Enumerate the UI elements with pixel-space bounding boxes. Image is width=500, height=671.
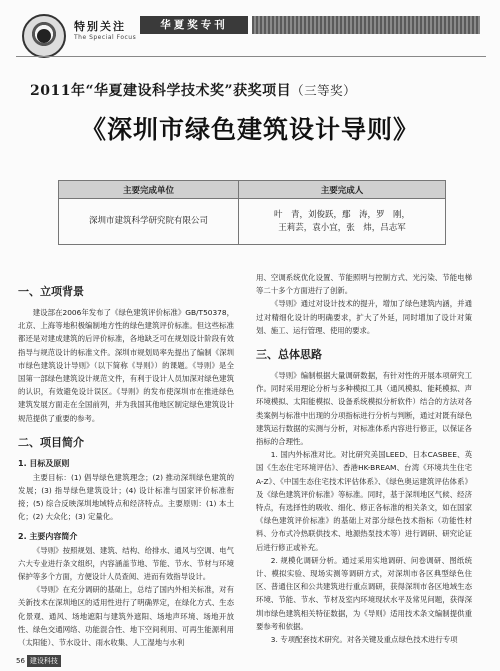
table-header-row bbox=[59, 181, 446, 199]
paragraph: 建设部在2006年发布了《绿色建筑评价标准》GB/T50378，北京、上海等地积极编制地方性的绿色建筑评价标准。但这些标准都还是对建成建筑的后评价标准，各地缺乏可在规划设计阶段有效指导与规范设计的标准文件。深圳市规划局率先提出了编制《深圳市绿色建筑设计导则》（以下简称《导则》）的课题。《导则》是全国第一部绿色建筑设计规范文件，有利于设计人员加深对绿色建筑的认识，有效避免设计误区。《导则》的发布使深圳市在推进绿色建筑发展方面走在全国前列，并为我国其他地区制定绿色建筑设计规范提供了重要的参考。 bbox=[18, 308, 234, 423]
paragraph: 《导则》编制根据大量调研数据，有针对性的开展本项研究工作。同时采用理论分析与多种模拟工具（通风模拟、能耗模拟、声环境模拟、太阳能模拟、设备系统模拟分析软件）结合的方法对各类案例与标准中出现的分项指标进行分析与判断，通过对既有绿色建筑运行数据的实测与分析，对标准体系内容进行修正，以保证各指标的合理性。 bbox=[256, 371, 472, 447]
header-decor-bar bbox=[252, 16, 480, 34]
sub-heading: 2. 主要内容简介 bbox=[18, 531, 78, 541]
magazine-header bbox=[16, 10, 486, 60]
special-issue-label: 华夏奖专刊 bbox=[140, 16, 248, 34]
award-title bbox=[30, 80, 356, 100]
column-name: 特别关注 bbox=[74, 20, 126, 33]
table-header-people: 主要完成人 bbox=[239, 181, 446, 199]
sub-heading: 1. 目标及原则 bbox=[18, 458, 70, 468]
table-cell-people bbox=[239, 199, 446, 245]
section-heading: 二、项目简介 bbox=[18, 435, 84, 449]
magazine-logo-icon bbox=[22, 14, 66, 58]
paragraph: 2. 规模化调研分析。通过采用实地调研、问卷调研、图纸统计、模拟实验、现场实测等调研方式，对深圳市各区典型绿色住区、普通住区和公共建筑进行重点调研，获得深圳市各区地域生态环境、节能、节水、节材及室内环境现状水平及常见问题，获得深圳市绿色建筑相关特征数据，为《导则》适用技术条文编制提供重要参考和依据。 bbox=[256, 555, 472, 631]
article-title: 《深圳市绿色建筑设计导则》 bbox=[80, 115, 419, 144]
paragraph: 3. 专项配套技术研究。对各关键及重点绿色技术进行专项 bbox=[270, 635, 458, 645]
section-heading: 三、总体思路 bbox=[256, 348, 322, 362]
paragraph: 用、空调系统优化设置、节能照明与控制方式、光污染、节能电梯等二十多个方面进行了创新。 bbox=[256, 273, 472, 296]
section-heading: 一、立项背景 bbox=[18, 285, 84, 298]
paragraph: 《导则》在充分调研的基础上，总结了国内外相关标准，对有关新技术在深圳地区的适用性进行了明确界定，在绿化方式、生态化景观、通风、场地遮阳与建筑外遮阳、场地声环境、场地开放性、绿色交通网络、功能混合性、地下空间利用、可再生能源利用（太阳能）、节水设计、雨水收集、人工湿地与水利 bbox=[18, 585, 234, 648]
award-title-text: 2011年“华夏建设科学技术奖”获奖项目 bbox=[30, 83, 292, 99]
table-row bbox=[59, 199, 446, 245]
table-cell-unit: 深圳市建筑科学研究院有限公司 bbox=[59, 199, 239, 245]
people-line: 叶 青，刘俊跃，鄢 涛，罗 刚， bbox=[273, 209, 410, 220]
paragraph: 《导则》按照规划、建筑、结构、给排水、通风与空调、电气六大专业进行条文组织，内容涵盖节地、节能、节水、节材与环境保护等多个方面，方便设计人员查阅、进而有效指导设计。 bbox=[18, 545, 234, 582]
people-line: 王莉芸，袁小宜，张 炜，吕志军 bbox=[278, 222, 406, 233]
magazine-name: 建设科技 bbox=[27, 655, 61, 667]
page-number: 56 bbox=[16, 657, 25, 665]
award-level: （三等奖） bbox=[291, 83, 357, 98]
paragraph: 《导则》通过对设计技术的提升，增加了绿色建筑内涵，并通过对精细化设计的明确要求，扩大了外延，同时增加了设计对策划、施工、运行管理、使用的要求。 bbox=[256, 299, 472, 335]
page-footer bbox=[16, 655, 61, 667]
right-column bbox=[256, 271, 472, 646]
column-name-en: The Special Focus bbox=[74, 34, 137, 41]
left-column bbox=[18, 278, 234, 649]
header-divider bbox=[16, 56, 486, 57]
completion-table bbox=[58, 180, 446, 245]
paragraph: 主要目标：(1) 倡导绿色建筑理念；(2) 推动深圳绿色建筑的发展；(3) 指导绿色建筑设计；(4) 设计标准与国家评价标准衔接；(5) 综合反映深圳地域特点和经济特点。主要原则：(1) 本土化；(2) 大众化；(3) 定量化。 bbox=[18, 472, 234, 522]
table-header-unit: 主要完成单位 bbox=[59, 181, 239, 199]
paragraph: 1. 国内外标准对比。对比研究美国LEED、日本CASBEE、英国《生态住宅环境评估》、香港HK-BREAM、台湾《环境共生住宅A-Z》、《中国生态住宅技术评估体系》、《绿色奥运建筑评估体系》及《绿色建筑评价标准》等标准。同时，基于深圳地区气候、经济特点，有选择性的吸收、细化、修正各标准的相关条文，如在国家《绿色建筑评价标准》的基础上对部分绿色技术指标（功能性材料、分布式冷热联供技术、地源热泵技术等）进行调研、研究论证后进行修正或补充。 bbox=[256, 450, 472, 552]
